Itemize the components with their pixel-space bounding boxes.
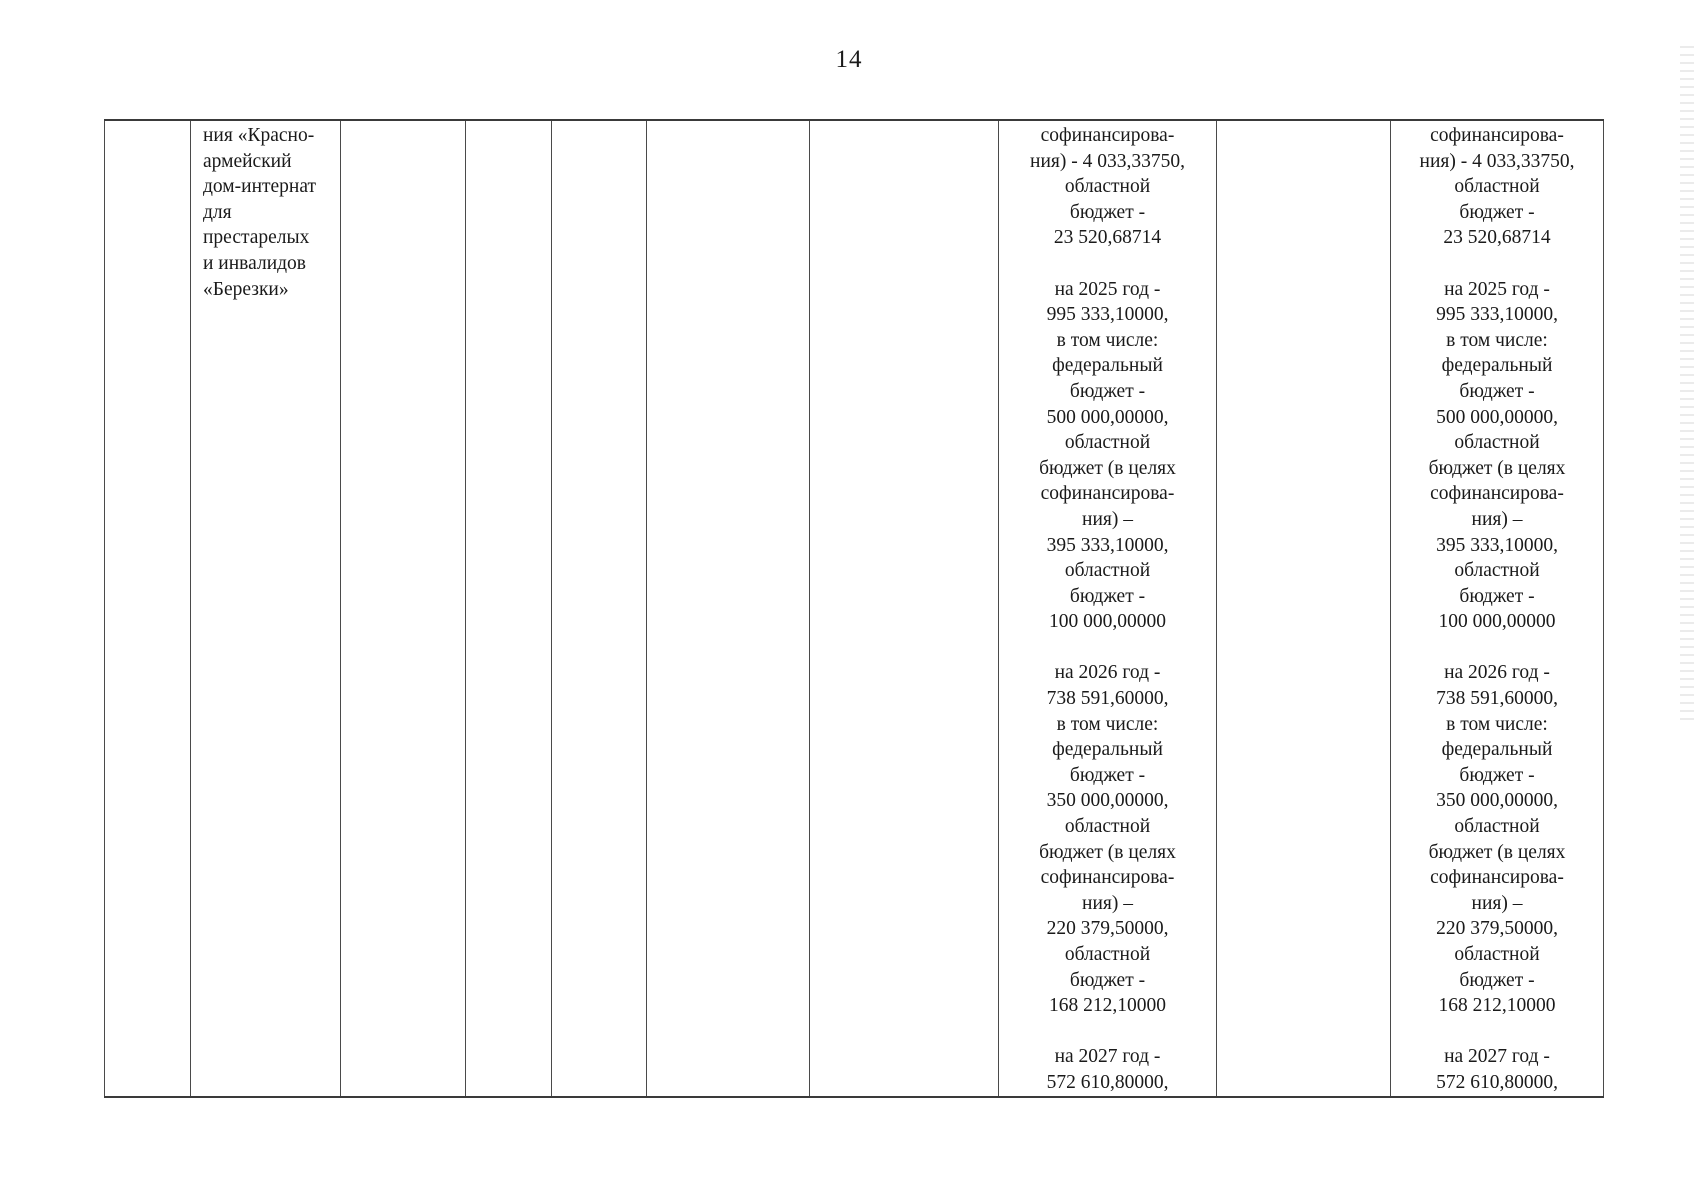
table-row: [105, 120, 1604, 1097]
funding-volume-text: софинансирова- ния) - 4 033,33750, областной бюджет - 23 520,68714 на 2025 год - 995 333,10000, в том числе: федеральный бюджет - 500 000,00000, областной бюджет (в целях софинансирова- ния) – 395 333,10000, областной бюджет - 100 000,00000 на 2026 год - 738 591,60000, в том числе: федеральный бюджет - 350 000,00000, областной бюджет (в целях софинансирова- ния) – 220 379,50000, областной бюджет - 168 212,10000 на 2027 год - 572 610,80000,: [1030, 125, 1185, 1093]
empty-cell: [552, 120, 647, 1097]
empty-cell: [1217, 120, 1391, 1097]
funding-volume-cell-2: [1391, 120, 1604, 1097]
empty-cell: [341, 120, 466, 1097]
col-number-cell: [105, 120, 191, 1097]
empty-cell: [647, 120, 810, 1097]
funding-table: [104, 119, 1604, 1098]
funding-volume-text-2: софинансирова- ния) - 4 033,33750, областной бюджет - 23 520,68714 на 2025 год - 995 333,10000, в том числе: федеральный бюджет - 500 000,00000, областной бюджет (в целях софинансирова- ния) – 395 333,10000, областной бюджет - 100 000,00000 на 2026 год - 738 591,60000, в том числе: федеральный бюджет - 350 000,00000, областной бюджет (в целях софинансирова- ния) – 220 379,50000, областной бюджет - 168 212,10000 на 2027 год - 572 610,80000,: [1419, 125, 1575, 1093]
page-number: 14: [835, 46, 863, 73]
empty-cell: [466, 120, 552, 1097]
institution-name-cell: [191, 120, 341, 1097]
scan-edge-artifact: [1680, 40, 1694, 720]
empty-cell: [810, 120, 999, 1097]
institution-name-text: ния «Красно- армейский дом-интернат для престарелых и инвалидов «Березки»: [203, 125, 317, 300]
funding-volume-cell: [999, 120, 1217, 1097]
